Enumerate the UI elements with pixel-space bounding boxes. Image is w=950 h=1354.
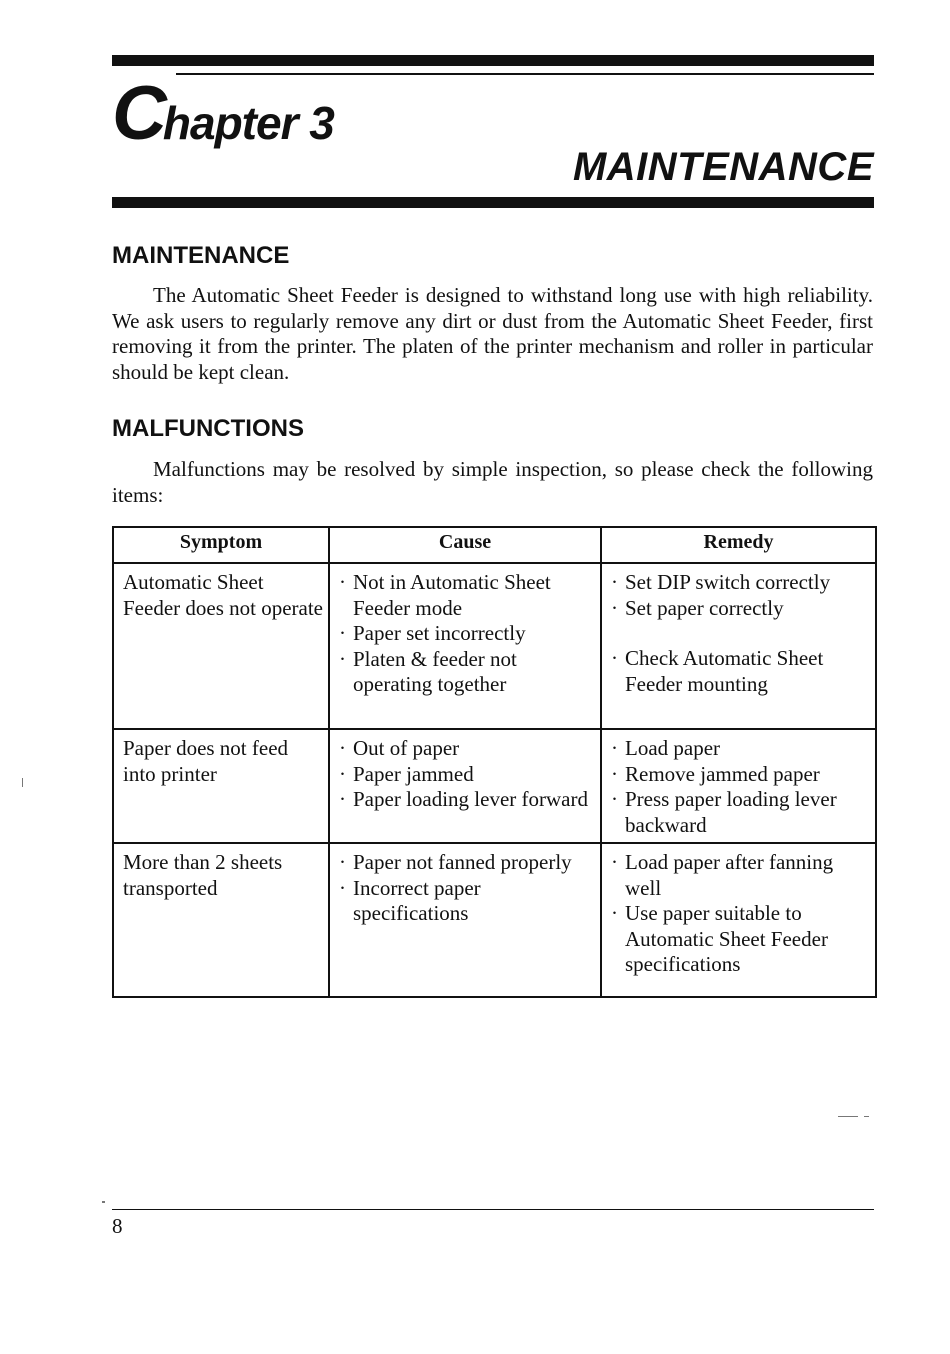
remedy-item: · Set paper correctly [611, 596, 871, 622]
cause-item: · Not in Automatic Sheet Feeder mode [339, 570, 596, 621]
section-banner-title: MAINTENANCE [572, 145, 874, 189]
symptom-cell: Paper does not feed into printer [113, 729, 329, 843]
remedy-item: · Set DIP switch correctly [611, 570, 871, 596]
scan-speck [22, 778, 23, 787]
remedy-item: · Load paper after fanning well [611, 850, 871, 901]
remedy-item: · Use paper suitable to Automatic Sheet Feeder specifications [611, 901, 871, 978]
remedy-cell [601, 563, 876, 729]
cause-list [339, 850, 596, 927]
header-cause: Cause [329, 527, 601, 563]
scan-speck [102, 1201, 105, 1203]
cause-list [339, 570, 596, 698]
cause-item: · Paper set incorrectly [339, 621, 596, 647]
cause-item: · Incorrect paper specifications [339, 876, 596, 927]
table-header-row [113, 527, 876, 563]
maintenance-paragraph: The Automatic Sheet Feeder is designed to withstand long use with high reliability. We ask users to regularly remove any dirt or dust from the Automatic Sheet Feeder, first removing it from the printer. The platen of the printer mechanism and roller in particular should be kept clean. [112, 283, 873, 384]
header-remedy: Remedy [601, 527, 876, 563]
cause-item: · Paper not fanned properly [339, 850, 596, 876]
cause-cell [329, 729, 601, 843]
remedy-list [611, 736, 871, 838]
malfunctions-heading: MALFUNCTIONS [112, 415, 304, 442]
cause-list [339, 736, 596, 813]
cause-cell [329, 563, 601, 729]
table-row [113, 843, 876, 997]
remedy-item: · Press paper loading lever backward [611, 787, 871, 838]
chapter-title-initial: C [112, 71, 163, 156]
cause-item: · Paper jammed [339, 762, 596, 788]
troubleshooting-table [112, 526, 877, 998]
chapter-title [112, 70, 334, 157]
remedy-cell [601, 843, 876, 997]
cause-cell [329, 843, 601, 997]
cause-item: · Out of paper [339, 736, 596, 762]
footer-rule [112, 1209, 874, 1210]
chapter-top-rule [112, 55, 874, 66]
malfunctions-paragraph: Malfunctions may be resolved by simple inspection, so please check the following items: [112, 457, 873, 507]
header-symptom: Symptom [113, 527, 329, 563]
symptom-cell: More than 2 sheets transported [113, 843, 329, 997]
remedy-item: · Check Automatic Sheet Feeder mounting [611, 646, 871, 697]
table-row [113, 729, 876, 843]
chapter-bottom-rule [112, 197, 874, 208]
table-row [113, 563, 876, 729]
maintenance-heading: MAINTENANCE [112, 242, 290, 269]
remedy-cell [601, 729, 876, 843]
remedy-list [611, 570, 871, 697]
remedy-item: · Load paper [611, 736, 871, 762]
remedy-item: · Remove jammed paper [611, 762, 871, 788]
cause-item: · Platen & feeder not operating together [339, 647, 596, 698]
chapter-title-rest: hapter 3 [162, 97, 334, 149]
page-number: 8 [112, 1214, 123, 1238]
remedy-list [611, 850, 871, 978]
symptom-cell: Automatic Sheet Feeder does not operate [113, 563, 329, 729]
scan-speck [838, 1116, 858, 1117]
scan-speck [864, 1116, 869, 1117]
cause-item: · Paper loading lever forward [339, 787, 596, 813]
